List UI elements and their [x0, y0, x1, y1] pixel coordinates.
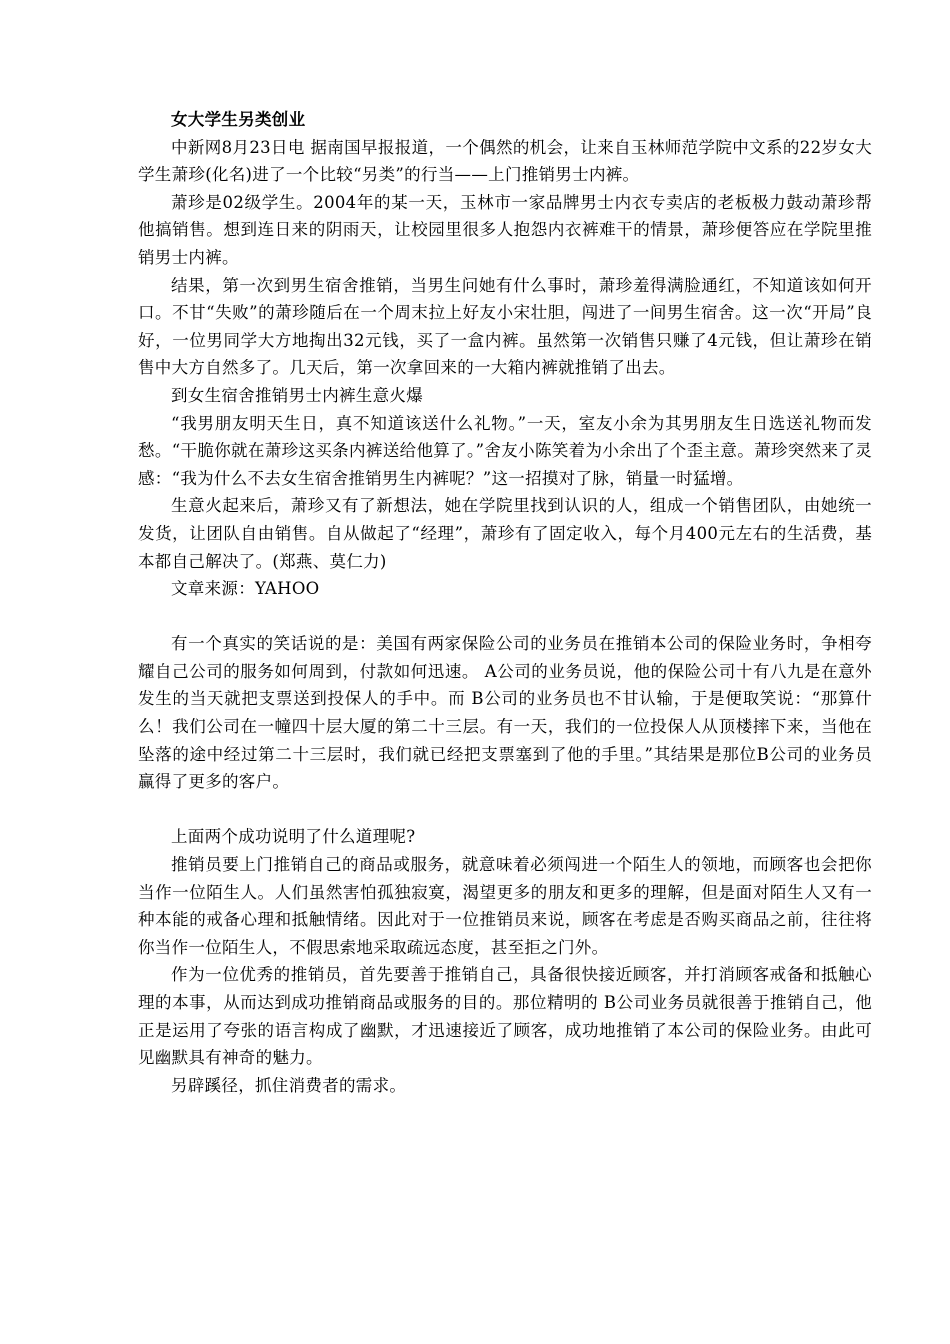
article-paragraph: 结果，第一次到男生宿舍推销，当男生问她有什么事时，萧珍羞得满脸通红，不知道该如何开口。不甘“失败”的萧珍随后在一个周末拉上好友小宋壮胆，闯进了一间男生宿舍。这一次“开局”良好，一位男同学大方地掏出32元钱，买了一盒内裤。虽然第一次销售只赚了4元钱，但让萧珍在销售中大方自然多了。几天后，第一次拿回来的一大箱内裤就推销了出去。: [138, 275, 872, 378]
blank-line: [138, 796, 872, 824]
article-paragraph: 中新网8月23日电 据南国早报报道，一个偶然的机会，让来自玉林师范学院中文系的22岁女大学生萧珍(化名)进了一个比较“另类”的行当——上门推销男士内裤。: [138, 137, 872, 185]
analysis-paragraph: 推销员要上门推销自己的商品或服务，就意味着必须闯进一个陌生人的领地，而顾客也会把你当作一位陌生人。人们虽然害怕孤独寂寞，渴望更多的朋友和更多的理解，但是面对陌生人又有一种本能的戒备心理和抵触情绪。因此对于一位推销员来说，顾客在考虑是否购买商品之前，往往将你当作一位陌生人，不假思索地采取疏远态度，甚至拒之门外。: [138, 855, 872, 957]
article-title: 女大学生另类创业: [171, 110, 306, 129]
analysis-conclusion: 另辟蹊径，抓住消费者的需求。: [171, 1075, 407, 1095]
article-source: 文章来源：YAHOO: [171, 579, 320, 599]
article-paragraph: “我男朋友明天生日，真不知道该送什么礼物。”一天，室友小余为其男朋友生日选送礼物而发愁。“干脆你就在萧珍这买条内裤送给他算了。”舍友小陈笑着为小余出了个歪主意。萧珍突然来了灵感：“我为什么不去女生宿舍推销男生内裤呢？”这一招摸对了脉，销量一时猛增。: [138, 413, 872, 488]
article-paragraph: 萧珍是02级学生。2004年的某一天，玉林市一家品牌男士内衣专卖店的老板极力鼓动萧珍帮他搞销售。想到连日来的阴雨天，让校园里很多人抱怨内衣裤难干的情景，萧珍便答应在学院里推销男士内裤。: [138, 192, 872, 267]
joke-paragraph: 有一个真实的笑话说的是：美国有两家保险公司的业务员在推销本公司的保险业务时，争相夸耀自己公司的服务如何周到，付款如何迅速。 A公司的业务员说，他的保险公司十有八九是在意外发生的当天就把支票送到投保人的手中。而 B公司的业务员也不甘认输，于是便取笑说：“那算什么！我们公司在一幢四十层大厦的第二十三层。有一天，我们的一位投保人从顶楼摔下来，当他在坠落的途中经过第二十三层时，我们就已经把支票塞到了他的手里。”其结果是那位B公司的业务员赢得了更多的客户。: [138, 634, 872, 792]
analysis-question: 上面两个成功说明了什么道理呢?: [171, 827, 416, 847]
blank-line: [138, 603, 872, 631]
analysis-paragraph: 作为一位优秀的推销员，首先要善于推销自己，具备很快接近顾客，并打消顾客戒备和抵触心理的本事，从而达到成功推销商品或服务的目的。那位精明的 B公司业务员就很善于推销自己，他正是运用了夸张的语言构成了幽默，才迅速接近了顾客，成功地推销了本公司的保险业务。由此可见幽默具有神奇的魅力。: [138, 965, 872, 1068]
article-paragraph: 生意火起来后，萧珍又有了新想法，她在学院里找到认识的人，组成一个销售团队，由她统一发货，让团队自由销售。自从做起了“经理”，萧珍有了固定收入，每个月400元左右的生活费，基本都自己解决了。(郑燕、莫仁力): [138, 496, 872, 571]
document-body: [138, 106, 872, 1099]
article-subheading: 到女生宿舍推销男士内裤生意火爆: [171, 385, 423, 405]
